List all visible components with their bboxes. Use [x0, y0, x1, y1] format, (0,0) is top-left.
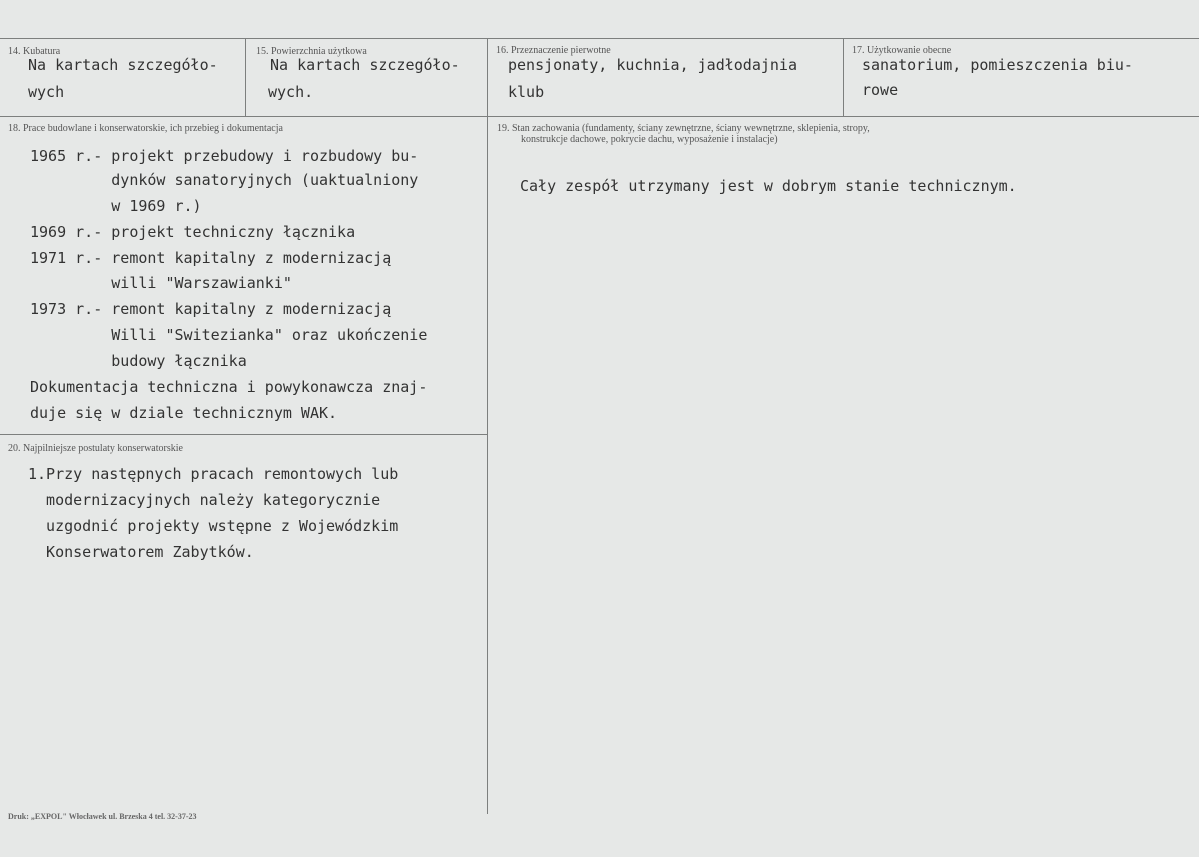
field-19-label-line-2: konstrukcje dachowe, pokrycie dachu, wyposażenie i instalacje) [521, 134, 778, 145]
field-20-line-4: Konserwatorem Zabytków. [28, 543, 254, 561]
field-20-line-1: 1.Przy następnych pracach remontowych lub [28, 465, 399, 483]
field-18-line-6: willi "Warszawianki" [30, 274, 292, 292]
field-20-label: 20. Najpilniejsze postulaty konserwatorskie [8, 443, 183, 454]
field-18-label: 18. Prace budowlane i konserwatorskie, ich przebieg i dokumentacja [8, 123, 283, 134]
field-18-line-2: dynków sanatoryjnych (uaktualniony [30, 171, 419, 189]
field-16-label: 16. Przeznaczenie pierwotne [496, 45, 611, 56]
field-17-line-1: sanatorium, pomieszczenia biu- [862, 56, 1133, 74]
field-18-line-1: 1965 r.- projekt przebudowy i rozbudowy bu- [30, 147, 419, 165]
section18-bottom-border [0, 434, 488, 435]
divider-14-15 [245, 38, 246, 116]
printer-imprint: Druk: „EXPOL" Włocławek ul. Brzeska 4 tel. 32-37-23 [8, 812, 197, 821]
field-20-line-2: modernizacyjnych należy kategorycznie [28, 491, 381, 509]
field-16-line-1: pensjonaty, kuchnia, jadłodajnia [508, 56, 797, 74]
field-18-line-7: 1973 r.- remont kapitalny z modernizacją [30, 300, 392, 318]
row1-bottom-border [0, 116, 1199, 117]
field-18-line-11: duje się w dziale technicznym WAK. [30, 404, 338, 422]
field-15-line-2: wych. [268, 83, 314, 101]
divider-16-17 [843, 38, 844, 116]
field-14-label: 14. Kubatura [8, 46, 61, 57]
field-20-line-3: uzgodnić projekty wstępne z Wojewódzkim [28, 517, 399, 535]
field-19-text: Cały zespół utrzymany jest w dobrym stanie technicznym. [520, 177, 1017, 195]
field-18-line-5: 1971 r.- remont kapitalny z modernizacją [30, 249, 392, 267]
top-border [0, 38, 1199, 39]
field-18-line-4: 1969 r.- projekt techniczny łącznika [30, 223, 356, 241]
field-18-line-3: w 1969 r.) [30, 197, 202, 215]
field-17-line-2: rowe [862, 81, 899, 99]
field-18-line-9: budowy łącznika [30, 352, 247, 370]
field-14-line-1: Na kartach szczegóło- [28, 56, 218, 74]
field-18-line-10: Dokumentacja techniczna i powykonawcza znaj- [30, 378, 428, 396]
field-17-label: 17. Użytkowanie obecne [852, 45, 952, 56]
field-19-label-line-1: 19. Stan zachowania (fundamenty, ściany zewnętrzne, ściany wewnętrzne, sklepienia, stropy, [497, 123, 870, 134]
field-15-label: 15. Powierzchnia użytkowa [256, 46, 367, 57]
field-16-line-2: klub [508, 83, 545, 101]
field-18-line-8: Willi "Switezianka" oraz ukończenie [30, 326, 428, 344]
divider-15-16 [487, 38, 488, 814]
field-15-line-1: Na kartach szczegóło- [270, 56, 460, 74]
field-14-line-2: wych [28, 83, 65, 101]
